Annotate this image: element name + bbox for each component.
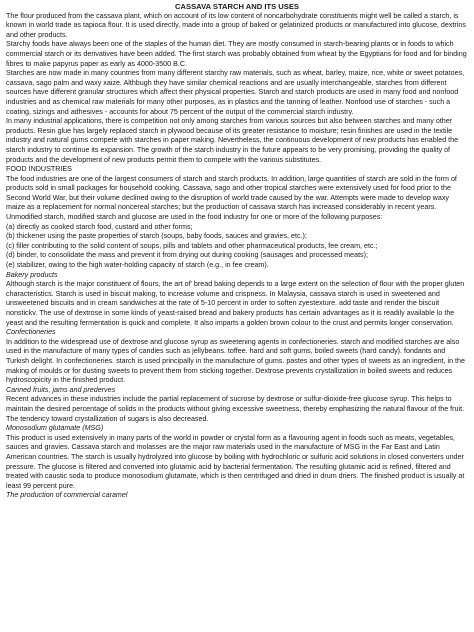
- paragraph-starchy-foods: Starchy foods have always been one of the staples of the human diet. They are mostly consumed in starch-bearing plants or in foods to which commercial starch or its derivatives have been added. The first starch was probably obtained from wheat by the Egyptians for food and for binding fibres to make papyrus paper as early as 4000-3500 B.C.: [6, 40, 467, 68]
- paragraph-msg: This product is used extensively in many parts of the world in powder or crystal form as a flavouring agent in foods such as meats, vegetables, sauces and gravies. Cassava starch and molasses are the major raw materials used in the manufacture of MSG in the Far East and Latin American countries. The starch is usually hydrolyzed into glucose by boiling with hydrochloric or sulfuric acid solutions in closed converters under pressure. The glucose is filtered and converted into glutamic acid by bacterial fermentation. The resulting glutamic acid is refined, filtered and treated with caustic soda to produce monosodium glutamate, which is then centrifuged and dried in drum driers. The finished product is usually at least 99 percent pure.: [6, 433, 465, 490]
- paragraph-industrial-competition: In many industrial applications, there is competition not only among starches from various sources but also between starches and many other products. Resin glue has largely replaced starch in plywood because of its greater resistance to moisture; resin finishes are used in the textile industry and natural gums compete with starches in paper making. Nevertheless, the continuous development of new products has enabled the starch industry to continue its expansion. The growth of the starch industry in the future appears to be very promising, providing the quality of products and the development of new products permit them to compete with the various substitutes.: [6, 117, 459, 164]
- paragraph-intro: The flour produced from the cassava plant, which on account of its low content of noncarbohydrate constituents might well be called a starch, is known in world trade as tapioca flour. It is used directly, made into a group of baked or gelatinized products or manufactured into glucose, dextrins and other products.: [6, 11, 466, 39]
- list-item-e: (e) stabilizer, owing to the high water-holding capacity of starch (e.g., in fee cream).: [6, 261, 269, 270]
- list-item-b: (b) thickener using the paste properties of starch (soups, baby foods, sauces and gravies, etc.);: [6, 232, 307, 241]
- paragraph-bakery-products: Although starch is the major constituent of flours, the art of' bread baking depends to a large extent on the selection of flour with the proper gluten characteristics. Starch is used in biscuit making, to increase volume and crispness. In Malaysia, cassava starch is used in sweetened and unsweetened biscuits and in cream sandwiches at the rate of 5-10 percent in order to soften zyestexture. add taste and render the biscuit nonstickv. The use of dextrose in some kinds of yeast-raised bread and bakery products has certain advantages as it is readily available lo the yeast and the resulting fermentation is quick and complete. It also imparts a golden brown colour to the crust and permits longer conservation.: [6, 280, 465, 327]
- document-title: CASSAVA STARCH AND ITS USES: [175, 2, 299, 11]
- paragraph-purposes-intro: Unmodified starch, modified starch and glucose are used in the food industry for one or more of the following purposes:: [6, 213, 383, 222]
- section-heading-food-industries: FOOD INDUSTRIES: [6, 165, 72, 174]
- subheading-confectioneries: Confectioneries: [6, 328, 56, 337]
- paragraph-canned-fruits: Recent advances in these industries include the partial replacement of sucrose by dextrose or sulfur-dioxide-free glucose syrup. This helps to maintain the desired percentage of solids in the products without giving excessive sweetness, thereby emphasizing the natural flavour of the fruit. The tendency toward crystallization of sugars is also decreased.: [6, 395, 465, 423]
- subheading-canned-fruits: Canned fruits, jams and prederves: [6, 385, 116, 394]
- paragraph-confectioneries: In addition to the widespread use of dextrose and glucose syrup as sweetening agents in confectioneries. starch and modified starches are also used in the manufacture of many types of candies such as jellybeans. toffee. hard and soft gums, boiled sweets (hard candy). fondants and Turkish delight. In confectioneries. starch is used principally in the manufacture of gums. pastes and other types of sweets as an ingredient, in the making of moulds or for dusting sweets to prevent them from sticking together. Dextrose prevents crystallization in boiled sweets and reduces hydroscopicity in the finished product.: [6, 337, 465, 385]
- subheading-bakery-products: Bakery products: [6, 270, 58, 279]
- list-item-a: (a) directly as cooked starch food, custard and other forms;: [6, 222, 193, 231]
- paragraph-starch-sources: Starches are now made in many countries from many different starchy raw materials, such as wheat, barley, maize, rice, white or sweet potatoes, cassava, sago palm and waxy xaize. Althbugh they have similar chemical reactions and are usually interchangeable, starches from different sources have different granular structures which affect their physical properties. Starch and starch products are used in many food and nonfood industries and as chemical raw materials for many other purposes, as in plastics and the tanning of leather. Nonfood use of starches - such a coating, sizings and adhesives - accounts for about 75 percent of the output of the commercial starch industry.: [6, 69, 465, 116]
- list-item-c: (c) filler contributing to the solid content of soups, pills and tablets and other pharmaceutical products, fee cream, etc.;: [6, 241, 378, 250]
- document-body: [6, 12, 468, 501]
- paragraph-food-industries: The food industries are one of the largest consumers of starch and starch products. In addition, large quantities of starch are sold in the form of products sold in small packages for household cooking. Cassava, sago and other tropical starches were extensively used for food prior to the Second World War, but their volume declined owing to the disruption of world trade caused by the war. Attempts were made to develop waxy maize as a replacement for normal noncereal starches; but the production of cassava starch has increased considerably in recent years.: [6, 174, 457, 212]
- subheading-commercial-caramel: The production of commercial caramel: [6, 491, 128, 500]
- subheading-msg: Monosodium glutamate (MSG): [6, 424, 104, 433]
- list-item-d: (d) binder, to consolidate the mass and prevent it from drying out during cooking (sausages and processed meats);: [6, 251, 368, 260]
